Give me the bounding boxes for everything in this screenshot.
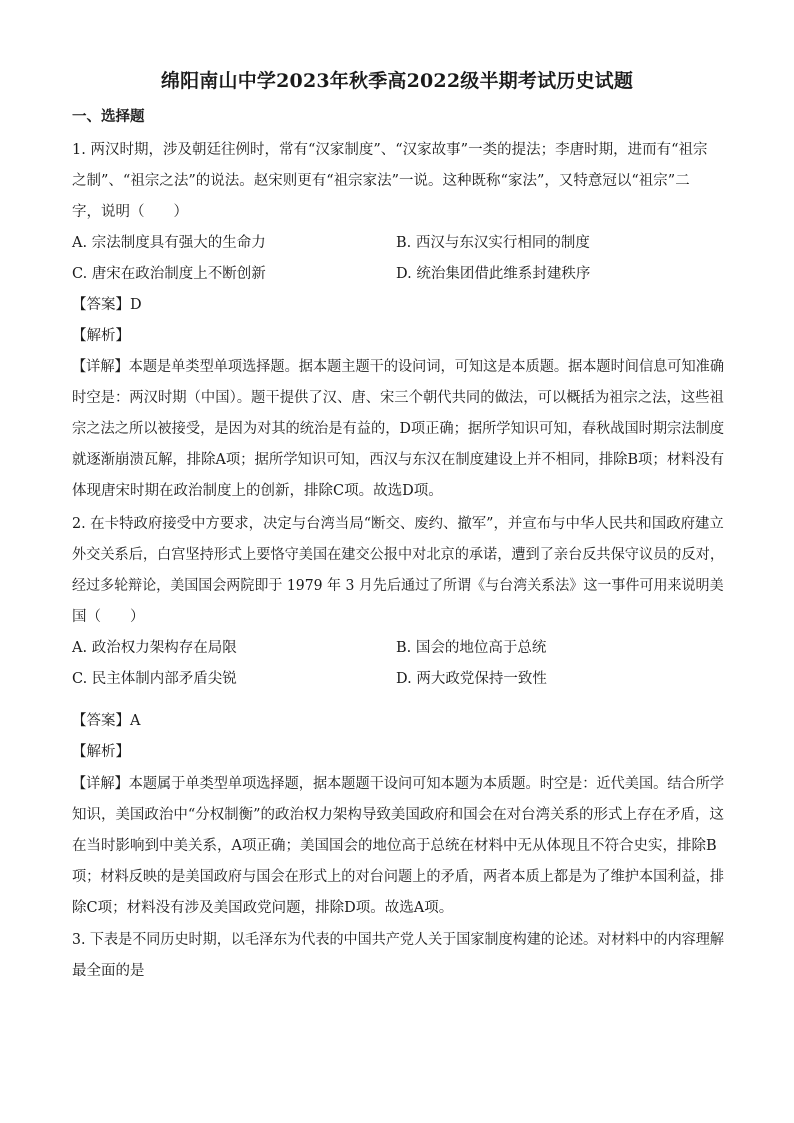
page-title: 绵阳南山中学2023年秋季高2022级半期考试历史试题 [160, 70, 634, 92]
q1-stem-line-1: 1. 两汉时期，涉及朝廷往例时，常有“汉家制度”、“汉家故事”一类的提法；李唐时期，进而有“祖宗 [72, 142, 708, 158]
q2-detail-line-2: 知识，美国政治中“分权制衡”的政治权力架构导致美国政府和国会在对台湾关系的形式上存在矛盾，这 [72, 807, 724, 823]
q1-detail-line-2: 时空是：两汉时期（中国）。题干提供了汉、唐、宋三个朝代共同的做法，可以概括为祖宗之法，这些祖 [72, 390, 724, 406]
q2-analysis-label: 【解析】 [72, 744, 130, 760]
q2-detail-line-5: 除C项；材料没有涉及美国政党问题，排除D项。故选A项。 [72, 900, 454, 916]
q2-stem-line-3: 经过多轮辩论，美国国会两院即于 1979 年 3 月先后通过了所谓《与台湾关系法》这一事件可用来说明美 [72, 578, 724, 594]
q3-stem-line-2: 最全面的是 [72, 963, 145, 979]
q2-detail-line-3: 在当时影响到中美关系，A项正确；美国国会的地位高于总统在材料中无从体现且不符合史实，排除B [72, 838, 717, 854]
q2-option-d: D. 两大政党保持一致性 [396, 671, 547, 687]
section-heading: 一、选择题 [72, 108, 145, 125]
q2-detail-line-1: 【详解】本题属于单类型单项选择题，据本题题干设问可知本题为本质题。时空是：近代美国。结合所学 [72, 776, 724, 792]
q1-detail-line-1: 【详解】本题是单类型单项选择题。据本题主题干的设问词，可知这是本质题。据本题时间信息可知准确 [72, 359, 724, 375]
q1-stem-line-2: 之制”、“祖宗之法”的说法。赵宋则更有“祖宗家法”一说。这种既称“家法”，又特意冠以“祖宗”二 [72, 173, 690, 189]
q1-answer: 【答案】D [72, 297, 142, 313]
q1-detail-line-4: 就逐渐崩溃瓦解，排除A项；据所学知识可知，西汉与东汉在制度建设上并不相同，排除B项；材料没有 [72, 452, 725, 468]
q2-stem-line-2: 外交关系后，白宫坚持形式上要恪守美国在建交公报中对北京的承诺，遭到了亲台反共保守议员的反对， [72, 547, 724, 563]
q2-stem-line-1: 2. 在卡特政府接受中方要求，决定与台湾当局“断交、废约、撤军”，并宣布与中华人民共和国政府建立 [72, 516, 724, 532]
q1-detail-line-3: 宗之法之所以被接受，是因为对其的统治是有益的，D项正确；据所学知识可知，春秋战国时期宗法制度 [72, 421, 725, 437]
q1-analysis-label: 【解析】 [72, 328, 130, 344]
q2-option-b: B. 国会的地位高于总统 [396, 640, 547, 656]
q2-answer: 【答案】A [72, 713, 141, 729]
q1-option-a: A. 宗法制度具有强大的生命力 [72, 235, 266, 251]
q2-stem-line-4: 国（ ） [72, 609, 145, 625]
q1-option-b: B. 西汉与东汉实行相同的制度 [396, 235, 590, 251]
q1-option-d: D. 统治集团借此维系封建秩序 [396, 266, 591, 282]
q1-stem-line-3: 字，说明（ ） [72, 204, 188, 220]
q1-option-c: C. 唐宋在政治制度上不断创新 [72, 266, 266, 282]
q2-option-c: C. 民主体制内部矛盾尖锐 [72, 671, 237, 687]
q1-detail-line-5: 体现唐宋时期在政治制度上的创新，排除C项。故选D项。 [72, 483, 443, 499]
q2-detail-line-4: 项；材料反映的是美国政府与国会在形式上的对台问题上的矛盾，两者本质上都是为了维护本国利益，排 [72, 869, 724, 885]
q3-stem-line-1: 3. 下表是不同历史时期，以毛泽东为代表的中国共产党人关于国家制度构建的论述。对材料中的内容理解 [72, 932, 724, 948]
q2-option-a: A. 政治权力架构存在局限 [72, 640, 237, 656]
